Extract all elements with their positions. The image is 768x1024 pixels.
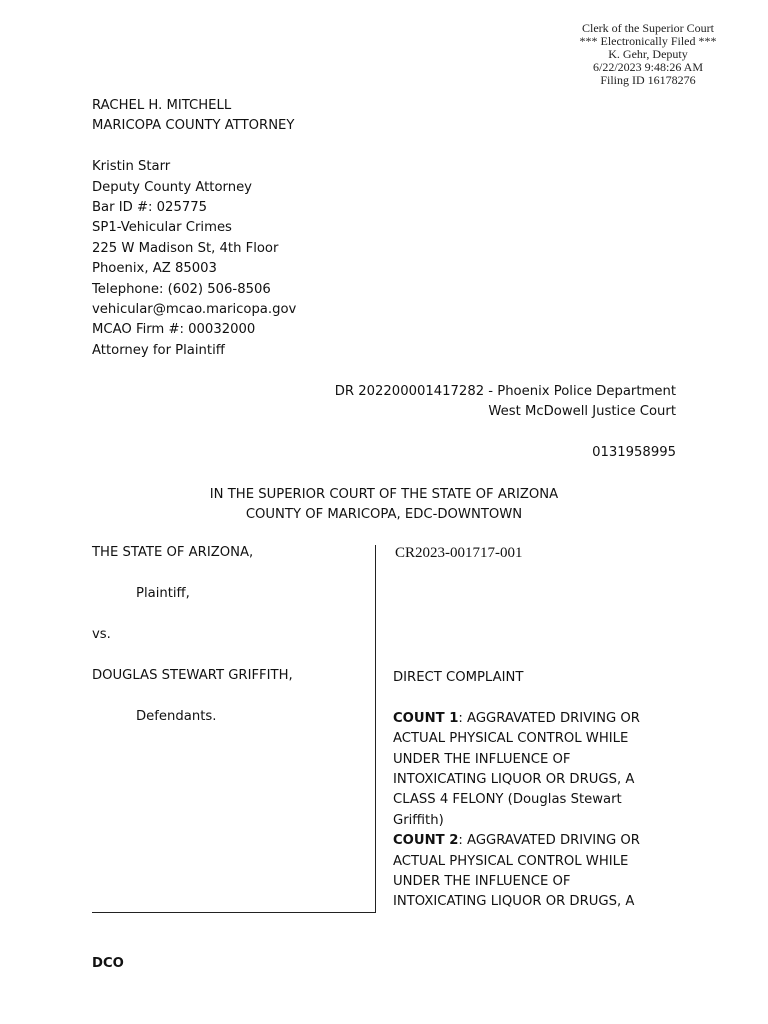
bar-id: Bar ID #: 025775 xyxy=(92,200,208,216)
stamp-filed: *** Electronically Filed *** xyxy=(579,34,717,48)
reference-number: 0131958995 xyxy=(592,445,676,461)
count-1-line-4: INTOXICATING LIQUOR OR DRUGS, A xyxy=(393,772,635,788)
count-1-line-6: Griffith) xyxy=(393,812,444,828)
caption-divider xyxy=(375,545,376,913)
count-2-label: COUNT 2 xyxy=(393,833,459,849)
deputy-title: Deputy County Attorney xyxy=(92,179,252,195)
email: vehicular@mcao.maricopa.gov xyxy=(92,302,297,318)
address-line-2: Phoenix, AZ 85003 xyxy=(92,261,217,277)
case-number: CR2023-001717-001 xyxy=(395,545,523,561)
complaint-details xyxy=(393,668,653,913)
caption-bottom-rule xyxy=(92,912,376,913)
stamp-filing-id: Filing ID 16178276 xyxy=(600,73,696,87)
plaintiff-name: THE STATE OF ARIZONA, xyxy=(92,545,254,560)
attorney-block xyxy=(92,96,296,361)
count-1-line-3: UNDER THE INFLUENCE OF xyxy=(393,751,571,767)
address-line-1: 225 W Madison St, 4th Floor xyxy=(92,240,279,256)
stamp-datetime: 6/22/2023 9:48:26 AM xyxy=(592,60,703,74)
defendant-name: DOUGLAS STEWART GRIFFITH, xyxy=(92,668,293,683)
count-1-label: COUNT 1 xyxy=(393,710,459,726)
count-1 xyxy=(393,709,653,831)
filing-stamp xyxy=(560,22,736,87)
justice-court: West McDowell Justice Court xyxy=(488,404,676,420)
dr-block xyxy=(335,382,676,464)
firm-number: MCAO Firm #: 00032000 xyxy=(92,322,256,338)
count-2 xyxy=(393,831,653,913)
count-2-line-2: ACTUAL PHYSICAL CONTROL WHILE xyxy=(393,853,629,869)
court-name: IN THE SUPERIOR COURT OF THE STATE OF ARIZONA xyxy=(209,487,559,502)
spacer xyxy=(92,137,296,157)
footer-initials: DCO xyxy=(92,956,124,971)
count-2-line-1: : AGGRAVATED DRIVING OR xyxy=(458,833,640,849)
plaintiff-label: Plaintiff, xyxy=(136,586,190,601)
document-title: DIRECT COMPLAINT xyxy=(393,670,524,685)
county-attorney-name: RACHEL H. MITCHELL xyxy=(92,98,232,113)
telephone: Telephone: (602) 506-8506 xyxy=(92,281,271,297)
count-2-line-3: UNDER THE INFLUENCE OF xyxy=(393,874,571,890)
county-attorney-title: MARICOPA COUNTY ATTORNEY xyxy=(92,118,295,134)
stamp-deputy: K. Gehr, Deputy xyxy=(608,47,688,61)
count-2-line-4: INTOXICATING LIQUOR OR DRUGS, A xyxy=(393,894,635,910)
count-1-line-1: : AGGRAVATED DRIVING OR xyxy=(458,710,640,726)
stamp-clerk: Clerk of the Superior Court xyxy=(582,21,714,35)
spacer xyxy=(393,688,653,708)
count-1-line-2: ACTUAL PHYSICAL CONTROL WHILE xyxy=(393,731,629,747)
attorney-role: Attorney for Plaintiff xyxy=(92,342,225,358)
versus: vs. xyxy=(92,627,111,642)
count-1-line-5: CLASS 4 FELONY (Douglas Stewart xyxy=(393,792,622,808)
dr-number: DR 202200001417282 - Phoenix Police Department xyxy=(334,384,676,399)
unit: SP1-Vehicular Crimes xyxy=(92,220,232,236)
court-county: COUNTY OF MARICOPA, EDC-DOWNTOWN xyxy=(245,507,523,523)
court-heading xyxy=(0,485,768,526)
defendant-label: Defendants. xyxy=(136,709,217,724)
spacer xyxy=(335,423,676,443)
deputy-name: Kristin Starr xyxy=(92,159,171,175)
caption-parties xyxy=(92,545,376,913)
